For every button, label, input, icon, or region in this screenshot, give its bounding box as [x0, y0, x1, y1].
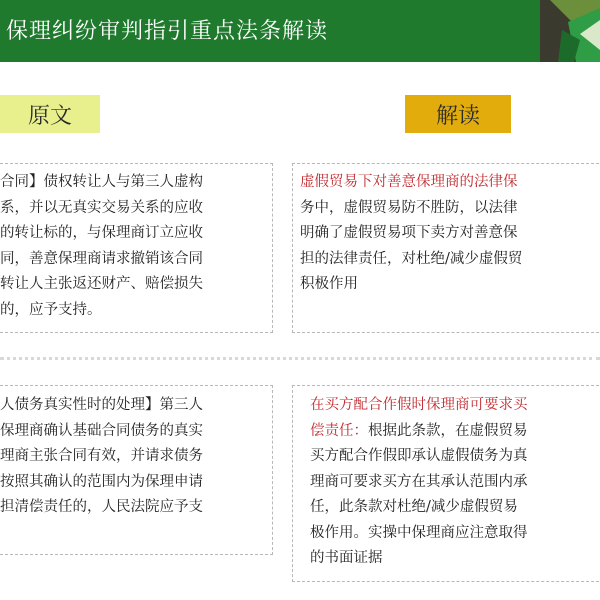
text-line: 按照其确认的范围内为保理申请 [0, 473, 203, 490]
text-line: 的书面证据 [310, 550, 383, 566]
red-lead: 偿责任： [310, 422, 368, 439]
original-text-1 [0, 170, 203, 323]
tab-original-label: 原文 [27, 103, 72, 129]
original-text-2 [0, 393, 203, 521]
text-line: 任，此条款对杜绝/减少虚假贸易 [310, 499, 518, 515]
tab-original-text [0, 95, 100, 133]
text-rest: 根据此条款，在虚假贸易 [368, 422, 528, 439]
text-line: 担的法律责任，对杜绝/减少虚假贸 [300, 250, 523, 267]
text-line: 系，并以无真实交易关系的应收 [0, 199, 203, 216]
text-line: 买方配合作假即承认虚假债务为真 [310, 448, 528, 464]
tab-interpretation [405, 95, 511, 133]
text-line: 的转让标的，与保理商订立应收 [0, 225, 203, 241]
text-line: 人债务真实性时的处理】第三人 [0, 397, 203, 413]
text-line: 担清偿责任的，人民法院应予支 [0, 499, 203, 515]
text-line [310, 419, 528, 445]
header-decoration [540, 0, 600, 62]
interpretation-heading: 在买方配合作假时保理商可要求买 [310, 397, 528, 413]
text-line: 理商可要求买方在其承认范围内承 [310, 473, 528, 490]
text-line: 理商主张合同有效，并请求债务 [0, 448, 203, 464]
text-line: 积极作用 [300, 276, 358, 292]
tab-interpretation-label: 解读 [435, 103, 480, 129]
interpretation-text-2 [310, 393, 528, 572]
text-line: 合同】债权转让人与第三人虚构 [0, 174, 203, 190]
text-line: 务中，虚假贸易防不胜防，以法律 [300, 199, 518, 216]
page-title: 保理纠纷审判指引重点法条解读 [6, 19, 329, 44]
text-line: 转让人主张返还财产、赔偿损失 [0, 276, 203, 292]
text-line: 明确了虚假贸易项下卖方对善意保 [300, 225, 518, 241]
text-line: 极作用。实操中保理商应注意取得 [310, 524, 528, 541]
interpretation-text-1 [300, 170, 522, 298]
text-line: 同，善意保理商请求撤销该合同 [0, 250, 203, 267]
section-divider [0, 357, 600, 360]
header-bar [0, 0, 600, 62]
interpretation-heading: 虚假贸易下对善意保理商的法律保 [300, 174, 518, 190]
text-line: 的，应予支持。 [0, 301, 102, 318]
text-line: 保理商确认基础合同债务的真实 [0, 422, 203, 439]
